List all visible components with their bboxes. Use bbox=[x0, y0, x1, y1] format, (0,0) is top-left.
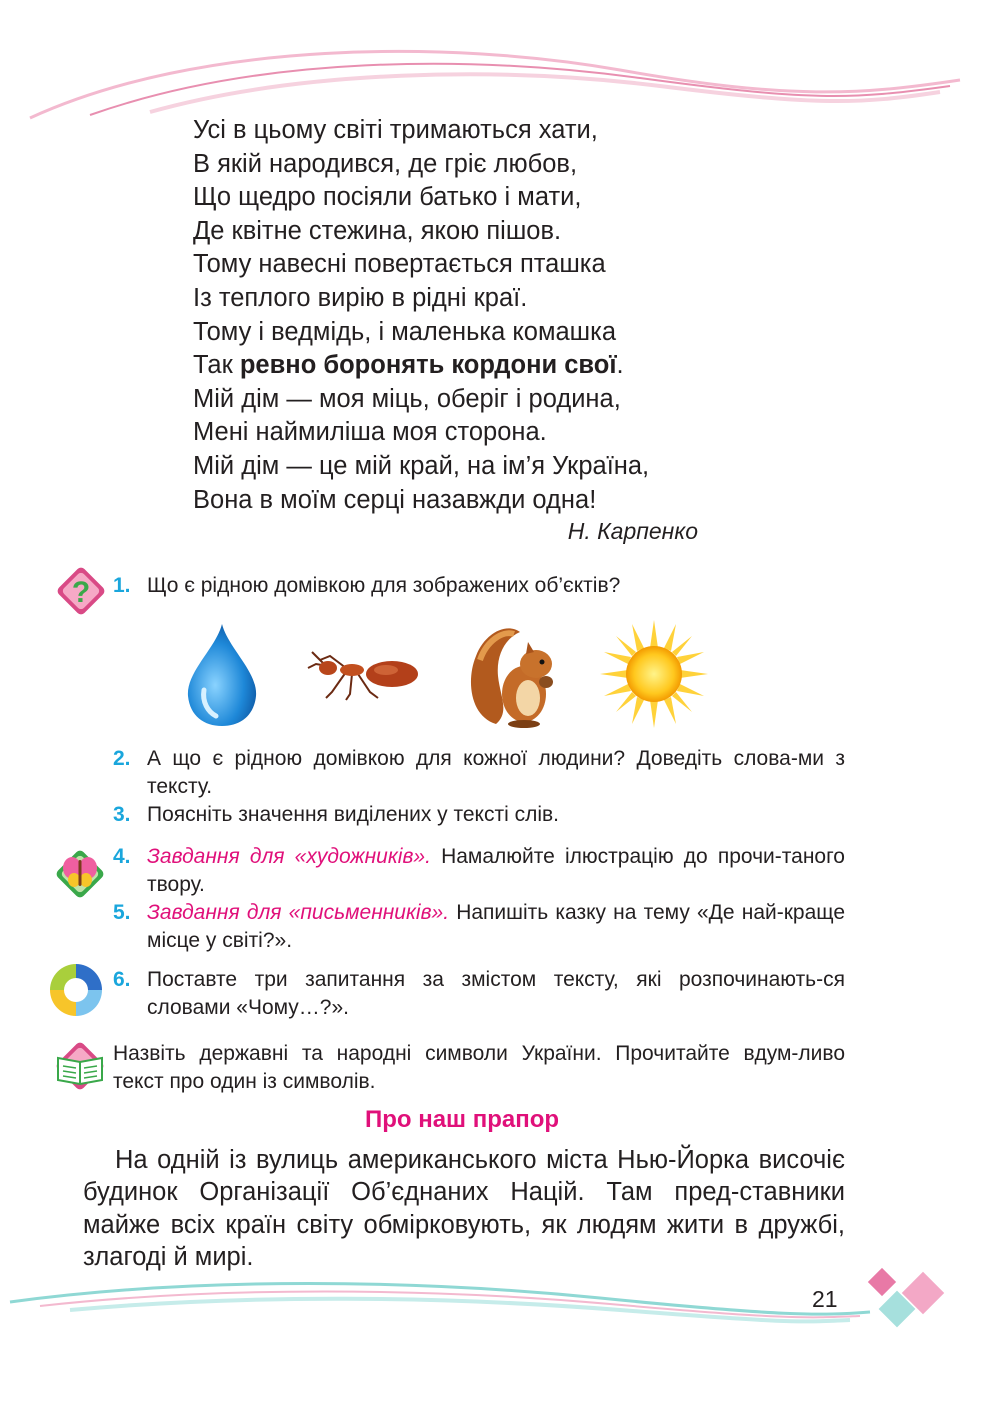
poem-line: Мені наймиліша моя сторона. bbox=[193, 418, 547, 447]
color-ring-icon bbox=[48, 962, 104, 1018]
task-text: Що є рідною домівкою для зображених об’єктів? bbox=[147, 574, 621, 597]
svg-text:?: ? bbox=[71, 576, 91, 609]
poem-line: Усі в цьому світі тримаються хати, bbox=[193, 116, 598, 144]
diamond-decoration bbox=[864, 1264, 952, 1336]
task-number: 3. bbox=[113, 803, 131, 826]
section-title: Про наш прапор bbox=[364, 1106, 560, 1133]
section-text: На одній із вулиць американського міста Нью-Йорка височіє будинок Організації Об’єднаних Націй. Там пред-ставники майже всіх країн світу обмірковують, як людям жити в дружбі, злагоді й мирі. bbox=[83, 1146, 845, 1272]
page-number: 21 bbox=[812, 1286, 838, 1312]
sun-icon bbox=[600, 620, 708, 728]
task-4 bbox=[113, 843, 851, 899]
poem-line: Що щедро посіяли батько і мати, bbox=[193, 183, 582, 212]
task-5 bbox=[113, 899, 851, 955]
poem-line: В якій народився, де гріє любов, bbox=[193, 149, 578, 178]
poem-text: Так bbox=[193, 351, 240, 380]
task-text: А що є рідною домівкою для кожної людини? Доведіть слова-ми з тексту. bbox=[147, 747, 845, 798]
task-text bbox=[147, 843, 851, 898]
squirrel-icon bbox=[466, 620, 562, 728]
poem bbox=[193, 114, 649, 517]
task-3 bbox=[113, 801, 845, 829]
task-number: 4. bbox=[113, 845, 131, 868]
task-number: 5. bbox=[113, 901, 131, 924]
task-text: Поясніть значення виділених у тексті слів. bbox=[147, 803, 560, 826]
task-text bbox=[147, 899, 851, 954]
poem-line-highlighted bbox=[193, 349, 649, 383]
task-6 bbox=[113, 966, 845, 1022]
task-label: Завдання для «художників». bbox=[147, 845, 431, 868]
task-number: 1. bbox=[113, 574, 131, 597]
bottom-wave-decoration bbox=[0, 1272, 992, 1332]
poem-line: Тому і ведмідь, і маленька комашка bbox=[193, 317, 617, 346]
open-book-icon bbox=[50, 1036, 110, 1096]
task-text: Назвіть державні та народні символи України. Прочитайте вдум-ливо текст про один із символів. bbox=[113, 1042, 845, 1093]
reading-instruction bbox=[113, 1040, 845, 1096]
task-body: Намалюйте ілюстрацію до прочи-таного твору. bbox=[147, 845, 851, 896]
highlighted-words: ревно боронять кордони свої bbox=[239, 351, 617, 380]
poem-line: Де квітне стежина, якою пішов. bbox=[193, 216, 562, 245]
task-1 bbox=[113, 572, 845, 600]
task-label: Завдання для «письменників». bbox=[147, 901, 450, 924]
poem-author: Н. Карпенко bbox=[567, 518, 698, 544]
task-number: 2. bbox=[113, 747, 131, 770]
poem-line: Вона в моїм серці назавжди одна! bbox=[193, 485, 597, 514]
ant-icon bbox=[306, 642, 424, 702]
poem-line: Мій дім — це мій край, на ім’я Україна, bbox=[193, 451, 650, 480]
poem-text: . bbox=[616, 351, 624, 380]
task-body: Напишіть казку на тему «Де най-краще місце у світі?». bbox=[147, 901, 851, 952]
task-text: Поставте три запитання за змістом тексту, які розпочинають-ся словами «Чому…?». bbox=[147, 968, 845, 1019]
butterfly-icon bbox=[50, 844, 110, 904]
poem-line: Із теплого вирію в рідні краї. bbox=[193, 283, 528, 312]
top-wave-decoration bbox=[0, 0, 992, 120]
question-mark-icon bbox=[52, 562, 110, 620]
task-number: 6. bbox=[113, 968, 131, 991]
poem-line: Мій дім — моя міць, оберіг і родина, bbox=[193, 384, 621, 413]
water-drop-icon bbox=[184, 622, 260, 728]
task-2 bbox=[113, 745, 845, 801]
poem-line: Тому навесні повертається пташка bbox=[193, 250, 606, 279]
